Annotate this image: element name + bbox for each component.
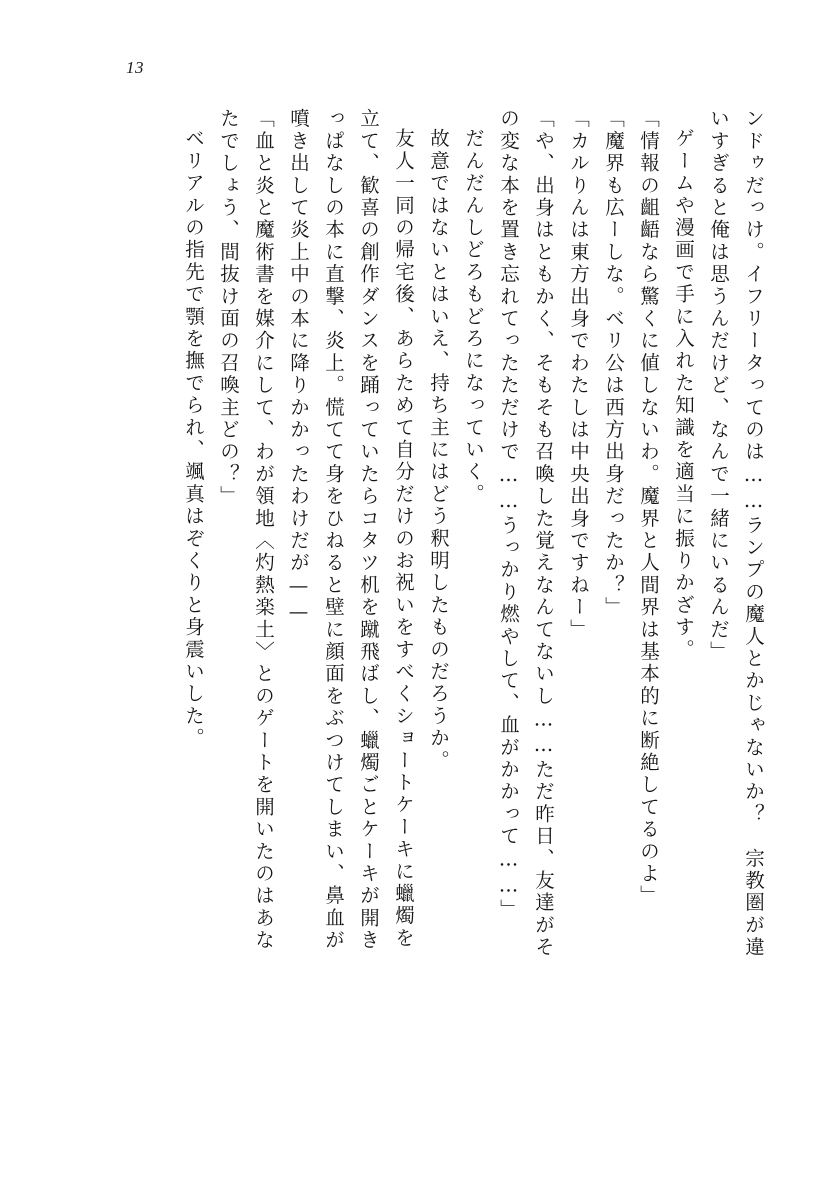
text-column: 故意ではないとはいえ、持ち主にはどう釈明したものだろうか。 [427, 128, 450, 772]
text-column: ンドゥだっけ。イフリータってのは……ランプの魔人とかじゃないか？ 宗教圏が違 [742, 108, 765, 959]
text-column: の変な本を置き忘れてったただけで……うっかり燃やして、血がかかって……」 [497, 108, 520, 922]
page-number: 13 [126, 58, 144, 77]
text-column: いすぎると俺は思うんだけど、なんで一緒にいるんだ」 [707, 108, 730, 663]
text-column: たでしょう、間抜け面の召喚主どの？」 [217, 108, 240, 508]
text-column: っぱなしの本に直撃、炎上。慌てて身をひねると壁に顔面をぶつけてしまい、鼻血が [322, 108, 345, 952]
text-column: 「カルりんは東方出身でわたしは中央出身ですねー」 [567, 108, 590, 641]
vertical-text-body [78, 108, 763, 1094]
text-column: だんだんしどろもどろになっていく。 [462, 128, 485, 506]
text-column: 立て、歓喜の創作ダンスを踊っていたらコタツ机を蹴飛ばし、蠟燭ごとケーキが開き [357, 108, 380, 952]
text-column: ベリアルの指先で顎を撫でられ、颯真はぞくりと身震いした。 [182, 128, 205, 750]
text-column: 「魔界も広ーしな。ベリ公は西方出身だったか？」 [602, 108, 625, 619]
text-column: 「血と炎と魔術書を媒介にして、わが領地〈灼熱楽土〉とのゲートを開いたのはあな [252, 108, 275, 952]
text-column: ゲームや漫画で手に入れた知識を適当に振りかざす。 [672, 128, 695, 661]
text-column: 「情報の齟齬なら驚くに値しないわ。魔界と人間界は基本的に断絶してるのよ」 [637, 108, 660, 908]
text-column: 噴き出して炎上中の本に降りかかったわけだが—— [287, 108, 310, 626]
text-column: 友人一同の帰宅後、あらためて自分だけのお祝いをすべくショートケーキに蠟燭を [392, 128, 415, 950]
text-column: 「や、出身はともかく、そもそも召喚した覚えなんてないし……ただ昨日、友達がそ [532, 108, 555, 959]
